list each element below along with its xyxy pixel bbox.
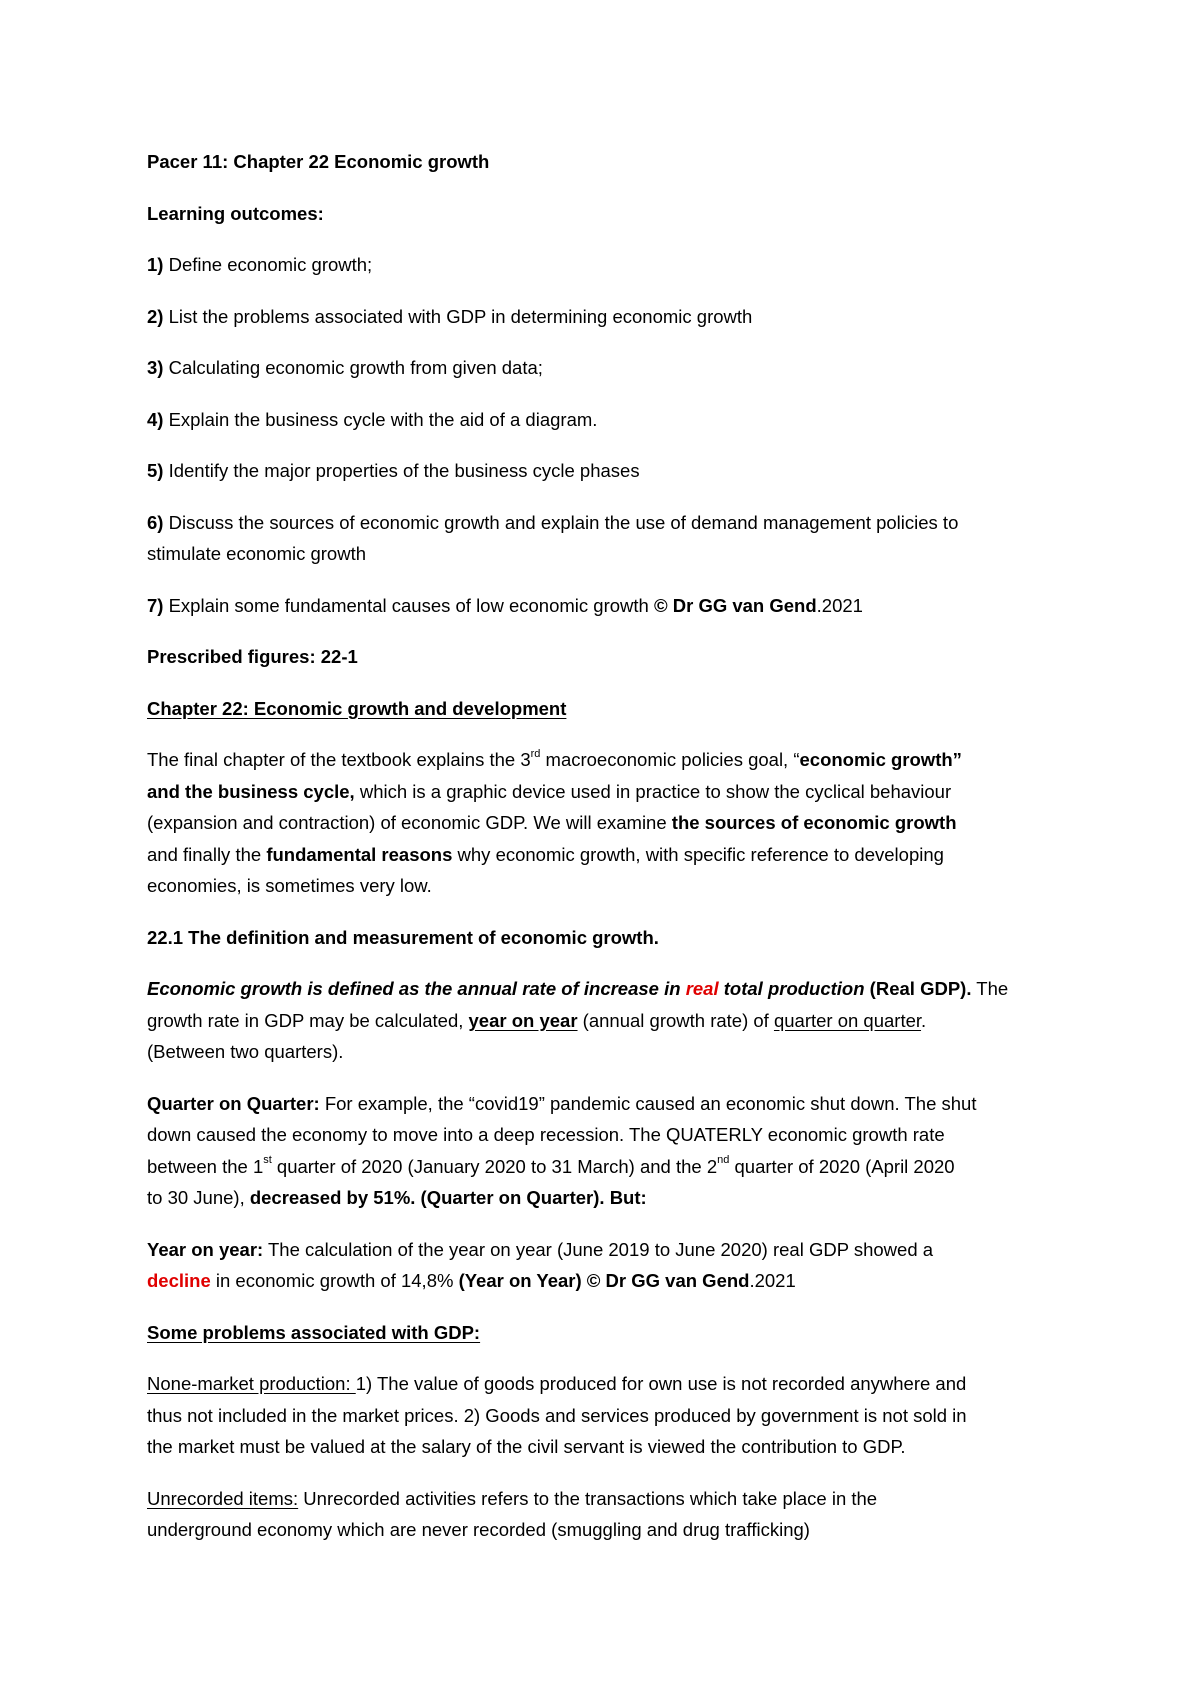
outcome-item: 6) Discuss the sources of economic growth and explain the use of demand management policies to stimulate economic growth xyxy=(147,511,959,564)
outcomes-heading: Learning outcomes: xyxy=(147,202,324,224)
outcome-item: 5) Identify the major properties of the business cycle phases xyxy=(147,460,640,481)
unrecorded-paragraph: Unrecorded items: Unrecorded activities refers to the transactions which take place in the underground economy which are never recorded (smuggling and drug trafficking) xyxy=(147,1487,878,1540)
title-text: Pacer 11: Chapter 22 Economic growth xyxy=(147,151,490,172)
copyright-notice: © Dr GG van Gend xyxy=(653,594,817,616)
intro-paragraph: The final chapter of the textbook explains the 3rd macroeconomic policies goal, “economic growth” and the business cycle, which is a graphic device used in practice to show the cyclical behaviour (expansion and contraction) of economic GDP. We will examine the sources of economic growth and finally the fundamental reasons why economic growth, with specific reference to developing economies, is sometimes very low. xyxy=(147,747,962,896)
outcome-item: 1) Define economic growth; xyxy=(147,254,373,275)
document-page xyxy=(147,146,1067,1566)
decline-emphasis: decline xyxy=(147,1270,211,1291)
prescribed-figures: Prescribed figures: 22-1 xyxy=(147,646,358,667)
outcome-item: 7) Explain some fundamental causes of low economic growth © Dr GG van Gend.2021 xyxy=(147,594,863,616)
document-title xyxy=(147,146,1067,178)
definition-paragraph: Economic growth is defined as the annual rate of increase in real total production (Real GDP). The growth rate in GDP may be calculated, year on year (annual growth rate) of quarter on quarter. (Between two quarters). xyxy=(147,978,1009,1062)
quarter-paragraph: Quarter on Quarter: For example, the “covid19” pandemic caused an economic shut down. The shut down caused the economy to move into a deep recession. The QUATERLY economic growth rate between the 1st quarter of 2020 (January 2020 to 31 March) and the 2nd quarter of 2020 (April 2020 to 30 June), decreased by 51%. (Quarter on Quarter). But: xyxy=(147,1092,977,1208)
none-market-paragraph: None-market production: 1) The value of goods produced for own use is not recorded anywhere and thus not included in the market prices. 2) Goods and services produced by government is not sold in the market must be valued at the salary of the civil servant is viewed the contribution to GDP. xyxy=(147,1373,967,1457)
chapter-heading: Chapter 22: Economic growth and development xyxy=(147,697,567,719)
outcome-item: 3) Calculating economic growth from given data; xyxy=(147,357,543,378)
outcome-item: 2) List the problems associated with GDP in determining economic growth xyxy=(147,305,753,327)
problems-heading: Some problems associated with GDP: xyxy=(147,1321,481,1343)
section-heading: 22.1 The definition and measurement of economic growth. xyxy=(147,926,659,948)
outcome-item: 4) Explain the business cycle with the aid of a diagram. xyxy=(147,408,598,430)
real-emphasis: real xyxy=(685,978,719,999)
year-paragraph: Year on year: The calculation of the year on year (June 2019 to June 2020) real GDP showed a decline in economic growth of 14,8% (Year on Year) © Dr GG van Gend.2021 xyxy=(147,1238,934,1291)
